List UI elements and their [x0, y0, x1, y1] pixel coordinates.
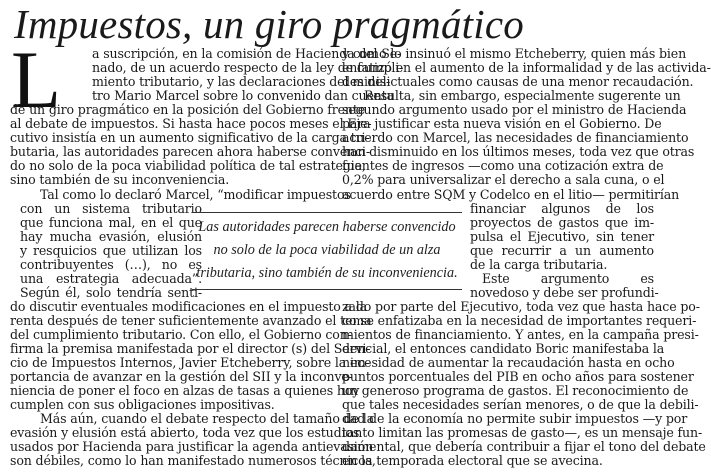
text-line: para justificar esta nueva visión en el Gobierno. De — [342, 116, 662, 132]
text-line: puntos porcentuales del PIB en ocho años para sostener — [342, 369, 694, 385]
text-line: contribuyentes (…), no es — [20, 256, 202, 272]
text-line: son débiles, como lo han manifestado numerosos técnicos, — [10, 453, 376, 469]
text-line: que recurrir a un aumento — [470, 242, 654, 258]
text-line: evasión y elusión está abierto, toda vez que los estudios — [10, 425, 360, 441]
text-line: necesidad de aumentar la recaudación hasta en ocho — [342, 355, 675, 371]
text-line: dencial, el entonces candidato Boric manifestaba la — [342, 341, 665, 357]
text-line: tanto limitan las promesas de gasto—, es un mensaje fun- — [342, 425, 703, 441]
drop-cap: L — [11, 34, 62, 125]
text-line: enfatizó en el aumento de la informalidad y de las activida- — [342, 60, 711, 76]
text-line: acuerdo entre SQM y Codelco en el litio— permitirían — [342, 186, 680, 202]
text-line: firma la premisa manifestada por el director (s) del Servi- — [10, 341, 371, 357]
text-line: fuentes de ingresos —como una cotización extra de — [342, 158, 664, 174]
text-line: al debate de impuestos. Si hasta hace pocos meses el Eje- — [10, 116, 372, 132]
text-line: Tal como lo declaró Marcel, “modificar impuestos — [40, 186, 351, 202]
text-line: niencia de poner el foco en alzas de tasas a quienes hoy — [10, 383, 360, 399]
text-line: y resquicios que utilizan los — [20, 242, 202, 258]
text-line: renta después de tener suficientemente avanzado el tema — [10, 312, 372, 328]
pull-quote-line: no solo de la poca viabilidad de un alza — [213, 242, 441, 258]
text-line: usados por Hacienda para justificar la agenda antievasión — [10, 439, 374, 455]
text-line: novedoso y debe ser profundi- — [470, 284, 659, 300]
text-line: Según él, solo tendría senti- — [20, 284, 202, 300]
text-line: a suscripción, en la comisión de Hacienda del Se- — [92, 46, 402, 61]
text-line: que tales necesidades serían menores, o de que la debili- — [342, 397, 699, 413]
text-line: cutivo insistía en un aumento significativo de la carga tri- — [10, 130, 370, 146]
text-line: mientos de financiamiento. Y antes, en la campaña presi- — [342, 327, 699, 342]
text-line: des delictuales como causas de una menor recaudación. — [342, 74, 694, 90]
text-line: con un sistema tributario — [20, 200, 202, 216]
text-line: una estrategia adecuada”. — [20, 270, 202, 286]
text-line: cio de Impuestos Internos, Javier Etcheberry, sobre la im- — [10, 355, 370, 371]
text-line: acuerdo con Marcel, las necesidades de financiamiento — [342, 130, 689, 146]
text-line: damental, que debería contribuir a fijar el tono del debate — [342, 439, 706, 455]
text-line: pulsa el Ejecutivo, sin tener — [470, 228, 654, 244]
text-line: Este argumento es — [482, 270, 654, 286]
text-line: zado por parte del Ejecutivo, toda vez que hasta hace po- — [342, 298, 700, 314]
text-line: portancia de avanzar en la gestión del SII y la inconve- — [10, 369, 353, 385]
text-line: de un giro pragmático en la posición del Gobierno frente — [10, 102, 366, 118]
text-line: nado, de un acuerdo respecto de la ley de cumpli- — [92, 60, 404, 76]
text-line: do discutir eventuales modificaciones en el impuesto a la — [10, 298, 368, 314]
text-line: cumplen con sus obligaciones impositivas. — [10, 397, 275, 413]
text-line: Más aún, cuando el debate respecto del tamaño de la — [40, 411, 374, 427]
text-line: un generoso programa de gastos. El reconocimiento de — [342, 383, 689, 399]
text-line: en la temporada electoral que se avecina. — [342, 453, 603, 469]
text-line: dad de la economía no permite subir impuestos —y por — [342, 411, 688, 427]
text-line: miento tributario, y las declaraciones del minis- — [92, 74, 391, 90]
pull-quote — [192, 212, 462, 290]
text-line: butaria, las autoridades parecen ahora haberse convenci- — [10, 144, 370, 160]
text-line: segundo argumento usado por el ministro de Hacienda — [342, 102, 687, 118]
text-line: tro Mario Marcel sobre lo convenido dan cuenta — [92, 88, 395, 104]
text-line: hay mucha evasión, elusión — [20, 228, 202, 244]
text-line: y como lo insinuó el mismo Etcheberry, quien más bien — [342, 46, 687, 61]
text-line: que funciona mal, en el que — [20, 214, 202, 230]
headline: Impuestos, un giro pragmático — [14, 1, 524, 47]
text-line: de la carga tributaria. — [470, 256, 608, 272]
pull-quote-line: Las autoridades parecen haberse convencido — [198, 219, 456, 235]
text-line: sino también de su inconveniencia. — [10, 172, 230, 188]
text-line: del cumplimiento tributario. Con ello, el Gobierno con- — [10, 327, 352, 342]
pull-quote-line: tributaria, sino también de su inconveniencia. — [196, 265, 458, 281]
text-line: do no solo de la poca viabilidad política de tal estrategia, — [10, 158, 366, 174]
text-line: co se enfatizaba en la necesidad de importantes requeri- — [342, 312, 697, 328]
text-line: 0,2% para universalizar el derecho a sala cuna, o el — [342, 172, 665, 188]
text-line: han disminuido en los últimos meses, toda vez que otras — [342, 144, 695, 160]
text-line: Resulta, sin embargo, especialmente sugerente un — [364, 88, 681, 104]
text-line: financiar algunos de los — [470, 200, 654, 216]
text-line: proyectos de gastos que im- — [470, 214, 654, 230]
